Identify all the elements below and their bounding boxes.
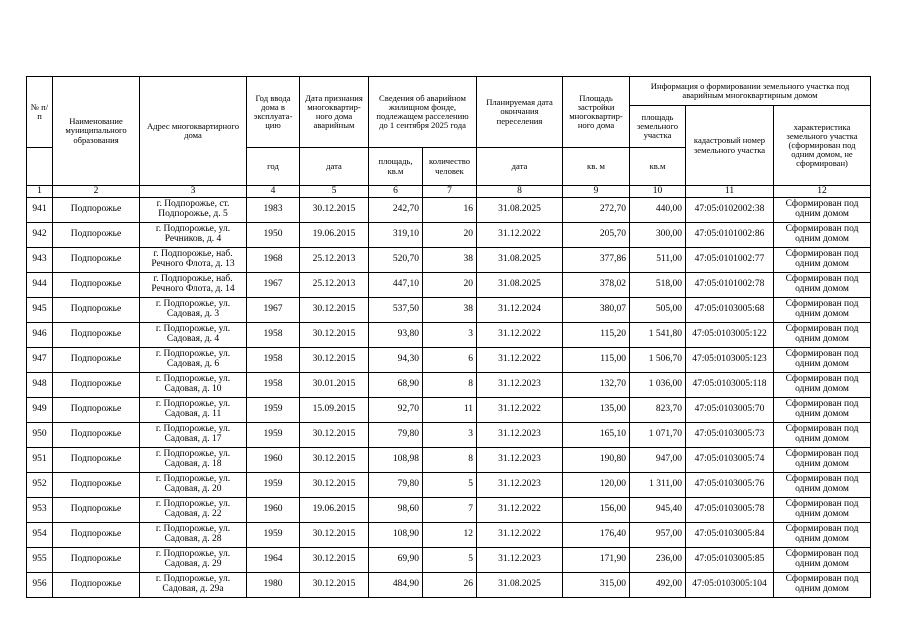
- people-cell: 8: [423, 373, 477, 398]
- row-number: 949: [27, 398, 53, 423]
- header-land-info: Информация о формировании земельного участка под аварийным многоквартирным домом: [630, 77, 871, 106]
- address-cell: г. Подпорожье, наб. Речного Флота, д. 13: [140, 248, 247, 273]
- column-number-1: 1: [27, 186, 53, 198]
- table-row: [27, 348, 871, 373]
- address-cell: г. Подпорожье, ул. Садовая, д. 3: [140, 298, 247, 323]
- municipality-cell: Подпорожье: [53, 348, 140, 373]
- planned-date-cell: 31.08.2025: [477, 573, 563, 598]
- land-char-cell: Сформирован под одним домом: [774, 573, 871, 598]
- build-area-cell: 171,90: [563, 548, 630, 573]
- column-number-11: 11: [686, 186, 774, 198]
- cadastral-cell: 47:05:0103005:118: [686, 373, 774, 398]
- year-built-cell: 1983: [247, 198, 300, 223]
- cadastral-cell: 47:05:0103005:73: [686, 423, 774, 448]
- cadastral-cell: 47:05:0103005:76: [686, 473, 774, 498]
- people-cell: 5: [423, 473, 477, 498]
- land-char-cell: Сформирован под одним домом: [774, 523, 871, 548]
- planned-date-cell: 31.12.2023: [477, 473, 563, 498]
- people-cell: 12: [423, 523, 477, 548]
- people-cell: 11: [423, 398, 477, 423]
- land-char-cell: Сформирован под одним домом: [774, 373, 871, 398]
- row-number: 952: [27, 473, 53, 498]
- municipality-cell: Подпорожье: [53, 473, 140, 498]
- row-number: 956: [27, 573, 53, 598]
- people-cell: 16: [423, 198, 477, 223]
- row-number: 950: [27, 423, 53, 448]
- area-cell: 79,80: [369, 423, 423, 448]
- municipality-cell: Подпорожье: [53, 298, 140, 323]
- municipality-cell: Подпорожье: [53, 573, 140, 598]
- land-area-cell: 957,00: [630, 523, 686, 548]
- planned-date-cell: 31.12.2024: [477, 298, 563, 323]
- land-char-cell: Сформирован под одним домом: [774, 223, 871, 248]
- table-row: [27, 198, 871, 223]
- address-cell: г. Подпорожье, ул. Садовая, д. 28: [140, 523, 247, 548]
- address-cell: г. Подпорожье, ул. Садовая, д. 29: [140, 548, 247, 573]
- column-number-2: 2: [53, 186, 140, 198]
- people-cell: 20: [423, 223, 477, 248]
- row-number: 942: [27, 223, 53, 248]
- land-area-cell: 440,00: [630, 198, 686, 223]
- table-row: [27, 473, 871, 498]
- build-area-cell: 205,70: [563, 223, 630, 248]
- planned-date-cell: 31.12.2022: [477, 398, 563, 423]
- land-area-cell: 492,00: [630, 573, 686, 598]
- year-built-cell: 1950: [247, 223, 300, 248]
- header-unit-area: площадь, кв.м: [369, 148, 423, 186]
- land-area-cell: 1 506,70: [630, 348, 686, 373]
- people-cell: 3: [423, 423, 477, 448]
- table-row: [27, 448, 871, 473]
- area-cell: 98,60: [369, 498, 423, 523]
- municipality-cell: Подпорожье: [53, 248, 140, 273]
- land-char-cell: Сформирован под одним домом: [774, 248, 871, 273]
- land-char-cell: Сформирован под одним домом: [774, 348, 871, 373]
- land-char-cell: Сформирован под одним домом: [774, 198, 871, 223]
- planned-date-cell: 31.12.2022: [477, 498, 563, 523]
- year-built-cell: 1968: [247, 248, 300, 273]
- cadastral-cell: 47:05:0103005:68: [686, 298, 774, 323]
- date-recognized-cell: 30.01.2015: [300, 373, 369, 398]
- municipality-cell: Подпорожье: [53, 523, 140, 548]
- land-area-cell: 511,00: [630, 248, 686, 273]
- column-number-10: 10: [630, 186, 686, 198]
- date-recognized-cell: 30.12.2015: [300, 448, 369, 473]
- people-cell: 38: [423, 298, 477, 323]
- year-built-cell: 1958: [247, 323, 300, 348]
- land-area-cell: 505,00: [630, 298, 686, 323]
- date-recognized-cell: 30.12.2015: [300, 473, 369, 498]
- area-cell: 537,50: [369, 298, 423, 323]
- header-unit-plan-date: дата: [477, 148, 563, 186]
- column-number-row: [27, 186, 871, 198]
- header-date-recognized: Дата признания многоквартир-ного дома аварийным: [300, 77, 369, 148]
- cadastral-cell: 47:05:0101002:78: [686, 273, 774, 298]
- row-number: 954: [27, 523, 53, 548]
- land-char-cell: Сформирован под одним домом: [774, 398, 871, 423]
- build-area-cell: 165,10: [563, 423, 630, 448]
- date-recognized-cell: 30.12.2015: [300, 523, 369, 548]
- table-row: [27, 223, 871, 248]
- area-cell: 520,70: [369, 248, 423, 273]
- date-recognized-cell: 19.06.2015: [300, 223, 369, 248]
- table-row: [27, 398, 871, 423]
- cadastral-cell: 47:05:0101002:86: [686, 223, 774, 248]
- municipality-cell: Подпорожье: [53, 198, 140, 223]
- area-cell: 93,80: [369, 323, 423, 348]
- table-row: [27, 273, 871, 298]
- area-cell: 447,10: [369, 273, 423, 298]
- row-number: 946: [27, 323, 53, 348]
- table-row: [27, 423, 871, 448]
- address-cell: г. Подпорожье, ул. Садовая, д. 11: [140, 398, 247, 423]
- year-built-cell: 1964: [247, 548, 300, 573]
- column-number-5: 5: [300, 186, 369, 198]
- land-area-cell: 300,00: [630, 223, 686, 248]
- land-area-cell: 823,70: [630, 398, 686, 423]
- header-year-built: Год ввода дома в эксплуата-цию: [247, 77, 300, 148]
- column-number-6: 6: [369, 186, 423, 198]
- header-unit-people: количество человек: [423, 148, 477, 186]
- header-number-blank: [27, 148, 53, 186]
- area-cell: 108,98: [369, 448, 423, 473]
- row-number: 943: [27, 248, 53, 273]
- column-number-9: 9: [563, 186, 630, 198]
- municipality-cell: Подпорожье: [53, 373, 140, 398]
- land-area-cell: 518,00: [630, 273, 686, 298]
- land-char-cell: Сформирован под одним домом: [774, 298, 871, 323]
- planned-date-cell: 31.08.2025: [477, 198, 563, 223]
- table-header: [27, 77, 871, 186]
- land-char-cell: Сформирован под одним домом: [774, 473, 871, 498]
- area-cell: 94,30: [369, 348, 423, 373]
- table-row: [27, 548, 871, 573]
- planned-date-cell: 31.12.2022: [477, 323, 563, 348]
- planned-date-cell: 31.12.2022: [477, 523, 563, 548]
- cadastral-cell: 47:05:0103005:70: [686, 398, 774, 423]
- year-built-cell: 1967: [247, 298, 300, 323]
- row-number: 953: [27, 498, 53, 523]
- address-cell: г. Подпорожье, ст. Подпорожье, д. 5: [140, 198, 247, 223]
- row-number: 955: [27, 548, 53, 573]
- build-area-cell: 115,00: [563, 348, 630, 373]
- column-number-8: 8: [477, 186, 563, 198]
- build-area-cell: 315,00: [563, 573, 630, 598]
- land-area-cell: 236,00: [630, 548, 686, 573]
- planned-date-cell: 31.12.2023: [477, 423, 563, 448]
- municipality-cell: Подпорожье: [53, 548, 140, 573]
- build-area-cell: 176,40: [563, 523, 630, 548]
- planned-date-cell: 31.12.2023: [477, 373, 563, 398]
- address-cell: г. Подпорожье, ул. Речников, д. 4: [140, 223, 247, 248]
- column-number-7: 7: [423, 186, 477, 198]
- land-char-cell: Сформирован под одним домом: [774, 273, 871, 298]
- people-cell: 38: [423, 248, 477, 273]
- municipality-cell: Подпорожье: [53, 423, 140, 448]
- planned-date-cell: 31.12.2023: [477, 448, 563, 473]
- address-cell: г. Подпорожье, ул. Садовая, д. 4: [140, 323, 247, 348]
- row-number: 945: [27, 298, 53, 323]
- row-number: 941: [27, 198, 53, 223]
- area-cell: 319,10: [369, 223, 423, 248]
- address-cell: г. Подпорожье, ул. Садовая, д. 20: [140, 473, 247, 498]
- land-char-cell: Сформирован под одним домом: [774, 448, 871, 473]
- date-recognized-cell: 25.12.2013: [300, 248, 369, 273]
- row-number: 944: [27, 273, 53, 298]
- build-area-cell: 135,00: [563, 398, 630, 423]
- header-unit-date: дата: [300, 148, 369, 186]
- date-recognized-cell: 30.12.2015: [300, 548, 369, 573]
- cadastral-cell: 47:05:0101002:77: [686, 248, 774, 273]
- address-cell: г. Подпорожье, ул. Садовая, д. 6: [140, 348, 247, 373]
- area-cell: 79,80: [369, 473, 423, 498]
- header-cadastral: кадастровый номер земельного участка: [686, 106, 774, 186]
- municipality-cell: Подпорожье: [53, 498, 140, 523]
- land-char-cell: Сформирован под одним домом: [774, 548, 871, 573]
- build-area-cell: 115,20: [563, 323, 630, 348]
- people-cell: 8: [423, 448, 477, 473]
- table-row: [27, 523, 871, 548]
- build-area-cell: 380,07: [563, 298, 630, 323]
- address-cell: г. Подпорожье, наб. Речного Флота, д. 14: [140, 273, 247, 298]
- address-cell: г. Подпорожье, ул. Садовая, д. 17: [140, 423, 247, 448]
- year-built-cell: 1960: [247, 448, 300, 473]
- table-row: [27, 248, 871, 273]
- header-unit-land-sqm: кв.м: [630, 148, 686, 186]
- header-build-area: Площадь застройки многоквартир-ного дома: [563, 77, 630, 148]
- header-emergency-fund: Сведения об аварийном жилищном фонде, подлежащем расселению до 1 сентября 2025 года: [369, 77, 477, 148]
- area-cell: 108,90: [369, 523, 423, 548]
- document-sheet: [26, 76, 870, 598]
- people-cell: 20: [423, 273, 477, 298]
- municipality-cell: Подпорожье: [53, 323, 140, 348]
- area-cell: 484,90: [369, 573, 423, 598]
- land-char-cell: Сформирован под одним домом: [774, 498, 871, 523]
- header-unit-year: год: [247, 148, 300, 186]
- area-cell: 242,70: [369, 198, 423, 223]
- cadastral-cell: 47:05:0103005:85: [686, 548, 774, 573]
- header-land-char: характеристика земельного участка (сформирован под одним домом, не сформирован): [774, 106, 871, 186]
- date-recognized-cell: 30.12.2015: [300, 298, 369, 323]
- column-number-3: 3: [140, 186, 247, 198]
- land-char-cell: Сформирован под одним домом: [774, 323, 871, 348]
- year-built-cell: 1958: [247, 373, 300, 398]
- address-cell: г. Подпорожье, ул. Садовая, д. 10: [140, 373, 247, 398]
- planned-date-cell: 31.12.2022: [477, 348, 563, 373]
- year-built-cell: 1959: [247, 523, 300, 548]
- cadastral-cell: 47:05:0103005:122: [686, 323, 774, 348]
- year-built-cell: 1959: [247, 398, 300, 423]
- row-number: 948: [27, 373, 53, 398]
- table-row: [27, 298, 871, 323]
- land-area-cell: 1 311,00: [630, 473, 686, 498]
- table-row: [27, 323, 871, 348]
- build-area-cell: 272,70: [563, 198, 630, 223]
- date-recognized-cell: 15.09.2015: [300, 398, 369, 423]
- year-built-cell: 1958: [247, 348, 300, 373]
- emergency-housing-table: [26, 76, 871, 598]
- planned-date-cell: 31.12.2023: [477, 548, 563, 573]
- year-built-cell: 1960: [247, 498, 300, 523]
- cadastral-cell: 47:05:0103005:123: [686, 348, 774, 373]
- table-row: [27, 498, 871, 523]
- year-built-cell: 1959: [247, 473, 300, 498]
- cadastral-cell: 47:05:0103005:84: [686, 523, 774, 548]
- municipality-cell: Подпорожье: [53, 398, 140, 423]
- date-recognized-cell: 30.12.2015: [300, 348, 369, 373]
- column-number-4: 4: [247, 186, 300, 198]
- year-built-cell: 1980: [247, 573, 300, 598]
- header-planned-date: Планируемая дата окончания переселения: [477, 77, 563, 148]
- build-area-cell: 132,70: [563, 373, 630, 398]
- people-cell: 6: [423, 348, 477, 373]
- date-recognized-cell: 30.12.2015: [300, 573, 369, 598]
- build-area-cell: 377,86: [563, 248, 630, 273]
- header-municipality: Наименование муниципального образования: [53, 77, 140, 186]
- land-area-cell: 945,40: [630, 498, 686, 523]
- land-area-cell: 1 541,80: [630, 323, 686, 348]
- build-area-cell: 156,00: [563, 498, 630, 523]
- build-area-cell: 190,80: [563, 448, 630, 473]
- year-built-cell: 1959: [247, 423, 300, 448]
- municipality-cell: Подпорожье: [53, 223, 140, 248]
- row-number: 947: [27, 348, 53, 373]
- date-recognized-cell: 30.12.2015: [300, 323, 369, 348]
- row-number: 951: [27, 448, 53, 473]
- people-cell: 26: [423, 573, 477, 598]
- land-char-cell: Сформирован под одним домом: [774, 423, 871, 448]
- area-cell: 69,90: [369, 548, 423, 573]
- date-recognized-cell: 30.12.2015: [300, 198, 369, 223]
- date-recognized-cell: 30.12.2015: [300, 423, 369, 448]
- header-land-area: площадь земельного участка: [630, 106, 686, 148]
- planned-date-cell: 31.08.2025: [477, 248, 563, 273]
- planned-date-cell: 31.12.2022: [477, 223, 563, 248]
- people-cell: 3: [423, 323, 477, 348]
- table-row: [27, 373, 871, 398]
- cadastral-cell: 47:05:0103005:104: [686, 573, 774, 598]
- area-cell: 68,90: [369, 373, 423, 398]
- land-area-cell: 947,00: [630, 448, 686, 473]
- cadastral-cell: 47:05:0103005:78: [686, 498, 774, 523]
- year-built-cell: 1967: [247, 273, 300, 298]
- address-cell: г. Подпорожье, ул. Садовая, д. 18: [140, 448, 247, 473]
- area-cell: 92,70: [369, 398, 423, 423]
- municipality-cell: Подпорожье: [53, 273, 140, 298]
- people-cell: 7: [423, 498, 477, 523]
- build-area-cell: 120,00: [563, 473, 630, 498]
- header-address: Адрес многоквартирного дома: [140, 77, 247, 186]
- column-number-12: 12: [774, 186, 871, 198]
- date-recognized-cell: 25.12.2013: [300, 273, 369, 298]
- land-area-cell: 1 071,70: [630, 423, 686, 448]
- address-cell: г. Подпорожье, ул. Садовая, д. 29а: [140, 573, 247, 598]
- table-body: [27, 198, 871, 598]
- build-area-cell: 378,02: [563, 273, 630, 298]
- header-unit-sqm: кв. м: [563, 148, 630, 186]
- planned-date-cell: 31.08.2025: [477, 273, 563, 298]
- date-recognized-cell: 19.06.2015: [300, 498, 369, 523]
- people-cell: 5: [423, 548, 477, 573]
- cadastral-cell: 47:05:0103005:74: [686, 448, 774, 473]
- municipality-cell: Подпорожье: [53, 448, 140, 473]
- cadastral-cell: 47:05:0102002:38: [686, 198, 774, 223]
- land-area-cell: 1 036,00: [630, 373, 686, 398]
- table-row: [27, 573, 871, 598]
- header-number: № п/п: [27, 77, 53, 148]
- address-cell: г. Подпорожье, ул. Садовая, д. 22: [140, 498, 247, 523]
